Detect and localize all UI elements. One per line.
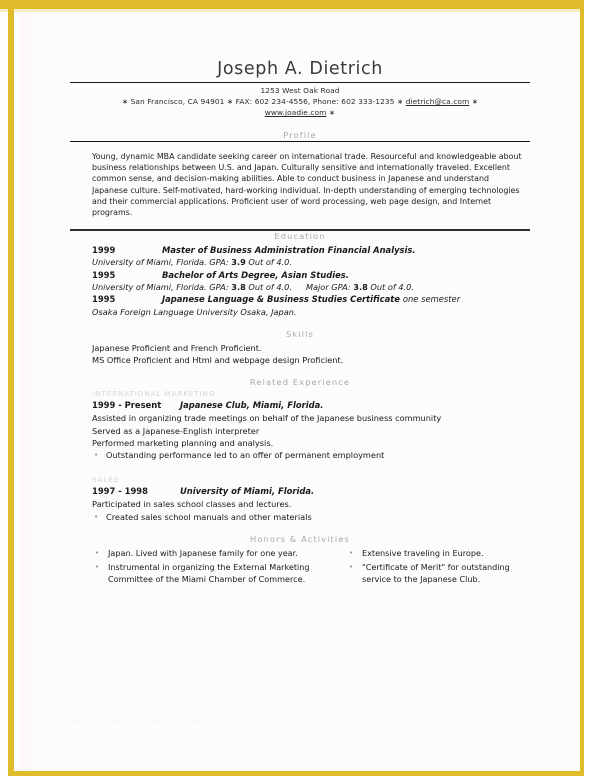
contact-street: 1253 West Oak Road [260, 86, 340, 96]
section-title-profile: Profile [283, 129, 317, 140]
experience-duty: Participated in sales school classes and lectures. [92, 499, 292, 510]
experience-spacer [70, 462, 530, 474]
education-major-gpa-tail: Out of 4.0. [367, 282, 414, 293]
education-degree-extra: one semester [402, 294, 461, 305]
education-school [70, 256, 530, 268]
experience-category-label: SALES [92, 474, 120, 484]
education-degree [162, 244, 416, 257]
candidate-name: Joseph A. Dietrich [217, 59, 383, 79]
education-school-name: University of Miami, Florida. GPA: [92, 282, 232, 293]
page-border-top-highlight [0, 9, 600, 12]
education-year: 1995 [92, 294, 116, 305]
education-row [70, 244, 530, 257]
experience-employer: Japanese Club, Miami, Florida. [180, 400, 324, 411]
education-year: 1999 [92, 244, 116, 255]
experience-header-row [70, 485, 530, 498]
experience-category-label: INTERNATIONAL MARKETING [92, 388, 216, 398]
website-suffix: ∗ [326, 108, 336, 118]
email-link[interactable]: dietrich@ca.com [405, 97, 470, 107]
page-border-bottom [14, 771, 580, 776]
education-gpa: 3.9 [231, 257, 246, 268]
honors-item: • Instrumental in organizing the External Marketing Committee of the Miami Chamber of Commerce. [94, 561, 340, 585]
experience-bullet: • Created sales school manuals and other materials [70, 511, 530, 523]
paper-left-tint [20, 12, 32, 771]
experience-entry [70, 388, 530, 462]
experience-header-row [70, 399, 530, 412]
contact-details [70, 96, 530, 107]
honors-column-right [340, 547, 526, 585]
skills-list [70, 340, 530, 367]
education-school-tail: Out of 4.0. [245, 257, 292, 268]
education-degree-main: Master of Business Administration Financial Analysis. [162, 244, 416, 255]
contact-line-end: ∗ [469, 97, 479, 107]
experience-dates: 1999 - Present [92, 400, 162, 411]
page-border-left [8, 0, 14, 776]
education-row [70, 293, 530, 306]
education-row [70, 269, 530, 282]
experience-duty: Served as a Japanese-English interpreter [92, 425, 260, 436]
experience-duty: Assisted in organizing trade meetings on behalf of the Japanese business community [92, 413, 442, 424]
skills-line: MS Office Proficient and Html and webpage design Proficient. [92, 354, 344, 365]
website-line [70, 107, 530, 118]
education-school-name: Osaka Foreign Language University Osaka, Japan. [92, 307, 297, 318]
section-profile [70, 130, 530, 219]
section-honors [70, 534, 530, 586]
education-school-name: University of Miami, Florida. GPA: [92, 257, 232, 268]
section-title-experience: Related Experience [249, 377, 351, 388]
header-rule [70, 82, 530, 83]
education-major-gpa-label: Major GPA: [305, 282, 354, 293]
experience-bullet: • Outstanding performance led to an offer of permanent employment [70, 449, 530, 461]
page-right-margin [584, 0, 600, 776]
education-school [70, 306, 530, 318]
contact-phone-fax-text: ∗ San Francisco, CA 94901 ∗ FAX: 602 234-4556, Phone: 602 333-1235 ∗ [121, 97, 406, 107]
education-year: 1995 [92, 269, 116, 280]
education-degree-main: Japanese Language & Business Studies Certificate [162, 294, 403, 305]
section-title-skills: Skills [286, 329, 314, 340]
experience-employer: University of Miami, Florida. [180, 486, 315, 497]
honors-item: • Extensive traveling in Europe. [348, 547, 526, 559]
section-skills [70, 329, 530, 366]
experience-dates: 1997 - 1998 [92, 486, 148, 497]
education-gpa: 3.8 [231, 282, 246, 293]
education-degree [162, 269, 349, 282]
education-school-tail: Out of 4.0. [245, 282, 292, 293]
profile-text: Young, dynamic MBA candidate seeking career on international trade. Resourceful and knowledgeable about business relationships between U.S. and Japan. Culturally sensitive and internationally traveled. Excellent common sense, and decision-making abilities. Able to conduct business in Japanese and understand Japanese culture. Self-motivated, hard-working individual. In-depth understanding of emerging technologies and their commercial applications. Proficient user of word processing, web page design, and Internet programs. [92, 151, 522, 218]
section-education [70, 229, 530, 318]
education-major-gpa: 3.8 [353, 282, 368, 293]
education-school [70, 281, 530, 293]
education-entries [70, 242, 530, 319]
honors-item: • "Certificate of Merit" for outstanding service to the Japanese Club. [348, 561, 526, 585]
skills-line: Japanese Proficient and French Proficient. [92, 342, 262, 353]
education-degree-main: Bachelor of Arts Degree, Asian Studies. [162, 269, 349, 280]
honors-item: • Japan. Lived with Japanese family for one year. [94, 547, 340, 559]
section-experience [70, 377, 530, 523]
page-left-margin [0, 0, 8, 776]
experience-entry [70, 474, 530, 523]
website-link[interactable]: www.joadie.com [264, 108, 327, 118]
section-title-education: Education [274, 231, 326, 242]
resume-document [70, 60, 530, 586]
honors-columns [70, 544, 530, 585]
education-degree [162, 293, 460, 306]
experience-duty: Performed marketing planning and analysis. [92, 438, 274, 449]
contact-block [70, 85, 530, 118]
page-border-top [0, 0, 600, 9]
section-title-honors: Honors & Activities [250, 534, 350, 545]
page-watermark: www.templateral.com/resume-template [42, 718, 236, 728]
honors-column-left [70, 547, 340, 585]
